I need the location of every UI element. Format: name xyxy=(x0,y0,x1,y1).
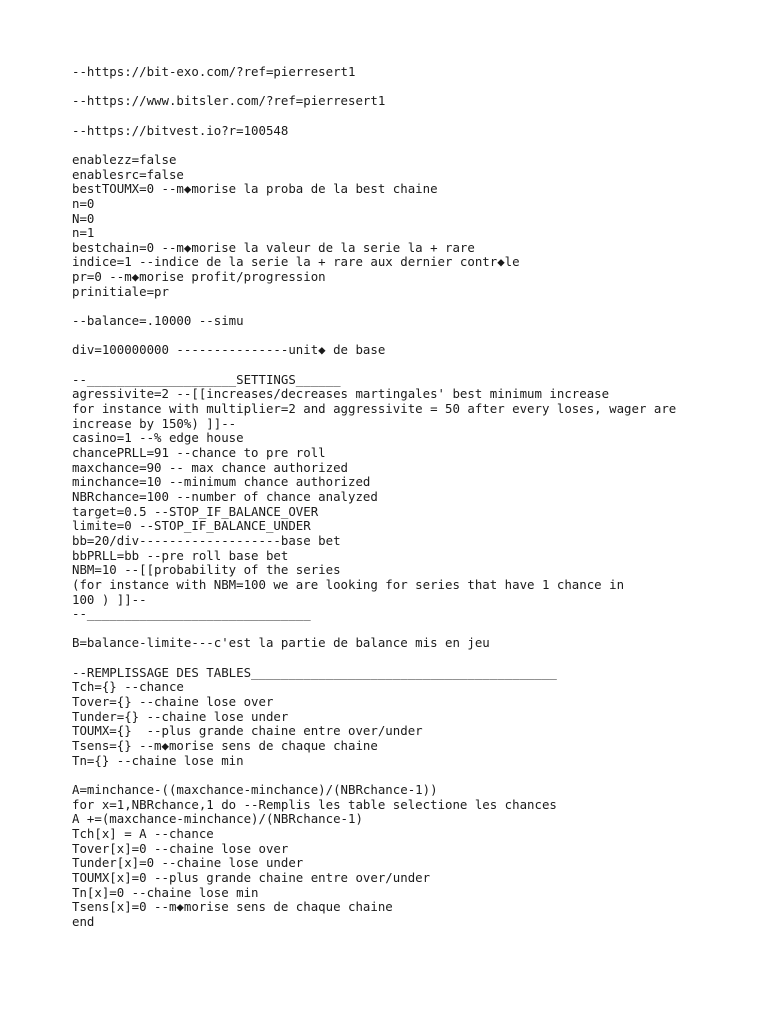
code-line: Tover[x]=0 --chaine lose over xyxy=(72,840,289,856)
code-line: NBM=10 --[[probability of the series xyxy=(72,562,341,578)
code-line: div=100000000 ---------------unit◆ de base xyxy=(72,342,386,358)
code-line: limite=0 --STOP_IF_BALANCE_UNDER xyxy=(72,518,311,534)
code-line: agressivite=2 --[[increases/decreases martingales' best minimum increase xyxy=(72,386,610,402)
code-line: bestchain=0 --m◆morise la valeur de la serie la + rare xyxy=(72,239,475,255)
blank-line xyxy=(72,622,762,637)
code-line: Tsens[x]=0 --m◆morise sens de chaque chaine xyxy=(72,899,393,915)
code-line: for x=1,NBRchance,1 do --Remplis les table selectione les chances xyxy=(72,796,557,812)
code-line: TOUMX[x]=0 --plus grande chaine entre over/under xyxy=(72,869,431,885)
code-line: Tsens={} --m◆morise sens de chaque chaine xyxy=(72,738,378,754)
code-line: enablezz=false xyxy=(72,151,177,167)
code-line: enablesrc=false xyxy=(72,166,184,182)
code-line: Tch[x] = A --chance xyxy=(72,825,214,841)
code-line: n=0 xyxy=(72,195,95,211)
code-line: bestTOUMX=0 --m◆morise la proba de la best chaine xyxy=(72,181,438,197)
blank-line xyxy=(72,358,762,373)
blank-line xyxy=(72,138,762,153)
code-line: Tover={} --chaine lose over xyxy=(72,694,274,710)
code-line: NBRchance=100 --number of chance analyzed xyxy=(72,488,378,504)
code-line: 100 ) ]]-- xyxy=(72,591,147,607)
code-line: bb=20/div-------------------base bet xyxy=(72,532,341,548)
code-line: bbPRLL=bb --pre roll base bet xyxy=(72,547,289,563)
blank-line xyxy=(72,329,762,344)
code-line: Tn={} --chaine lose min xyxy=(72,752,244,768)
code-line: --REMPLISSAGE DES TABLES_________________________________________ xyxy=(72,664,557,680)
code-line: Tn[x]=0 --chaine lose min xyxy=(72,884,259,900)
code-line: Tunder={} --chaine lose under xyxy=(72,708,289,724)
blank-line xyxy=(72,80,762,95)
code-line: prinitiale=pr xyxy=(72,283,169,299)
code-line: (for instance with NBM=100 we are looking for series that have 1 chance in xyxy=(72,576,625,592)
blank-line xyxy=(72,109,762,124)
code-line: --balance=.10000 --simu xyxy=(72,313,244,329)
code-line: pr=0 --m◆morise profit/progression xyxy=(72,269,326,285)
code-line: N=0 xyxy=(72,210,95,226)
code-line: A=minchance-((maxchance-minchance)/(NBRchance-1)) xyxy=(72,782,438,798)
code-line: end xyxy=(72,913,95,929)
blank-line xyxy=(72,651,762,666)
code-line: --https://bit-exo.com/?ref=pierresert1 xyxy=(72,64,356,79)
blank-line xyxy=(72,299,762,314)
blank-line xyxy=(72,768,762,783)
code-line: --https://www.bitsler.com/?ref=pierresert1 xyxy=(72,93,386,109)
code-line: minchance=10 --minimum chance authorized xyxy=(72,474,371,490)
code-line: --____________________SETTINGS______ xyxy=(72,371,341,387)
code-line: for instance with multiplier=2 and aggressivite = 50 after every loses, wager are xyxy=(72,401,677,416)
code-line: increase by 150%) ]]-- xyxy=(72,415,237,431)
code-line: TOUMX={} --plus grande chaine entre over/under xyxy=(72,723,423,739)
code-line: Tunder[x]=0 --chaine lose under xyxy=(72,855,304,871)
code-line: casino=1 --% edge house xyxy=(72,430,244,446)
code-listing xyxy=(72,65,762,930)
code-line: B=balance-limite---c'est la partie de balance mis en jeu xyxy=(72,635,490,651)
code-line: indice=1 --indice de la serie la + rare aux dernier contr◆le xyxy=(72,254,520,270)
code-line: --https://bitvest.io?r=100548 xyxy=(72,122,289,138)
code-line: A +=(maxchance-minchance)/(NBRchance-1) xyxy=(72,811,363,827)
code-line: Tch={} --chance xyxy=(72,679,184,695)
code-line: maxchance=90 -- max chance authorized xyxy=(72,459,349,475)
code-line: n=1 xyxy=(72,225,95,241)
code-line: chancePRLL=91 --chance to pre roll xyxy=(72,444,326,460)
code-line: target=0.5 --STOP_IF_BALANCE_OVER xyxy=(72,503,319,519)
code-line: --______________________________ xyxy=(72,606,311,622)
